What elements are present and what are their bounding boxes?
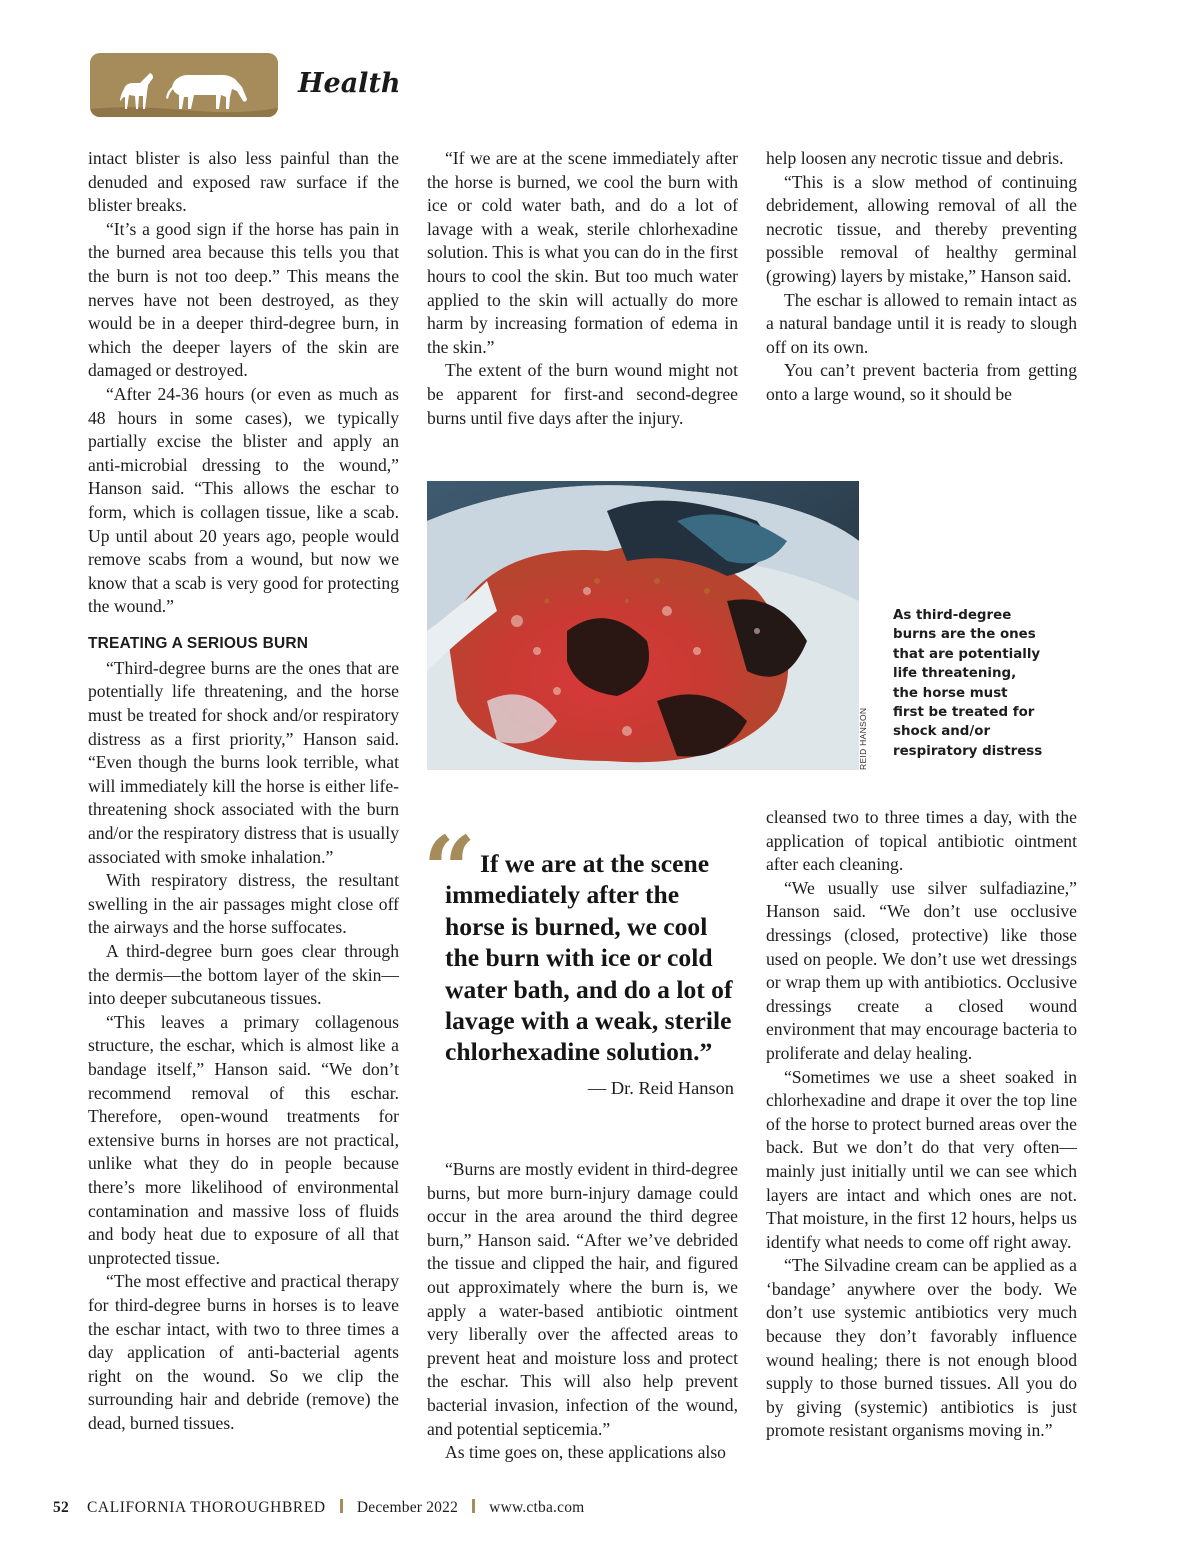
- pull-quote-attribution: — Dr. Reid Hanson: [587, 1078, 734, 1098]
- paragraph: “The Silvadine cream can be applied as a ‘bandage’ anywhere over the body. We don’t use systemic antibiotics very much because they don’t favorably influence wound healing; there is not enough blood supply to those burned tissues. All you do by giving (systemic) antibiotics is just promote resistant organisms moving in.”: [766, 1255, 1077, 1441]
- paragraph: “Sometimes we use a sheet soaked in chlorhexadine and drape it over the top line of the horse to protect burned areas over the back. But we don’t do that very often—mainly just initially until we can see which layers are intact and which ones are not. That moisture, in the first 12 hours, helps us identify what needs to come off right away.: [766, 1066, 1077, 1252]
- issue-date: December 2022: [356, 1499, 459, 1516]
- photo-credit: REID HANSON: [858, 707, 868, 770]
- paragraph: intact blister is also less painful than the denuded and exposed raw surface if the blister breaks.: [88, 148, 399, 216]
- paragraph: With respiratory distress, the resultant swelling in the air passages might close off the airways and the horse suffocates.: [88, 870, 399, 938]
- article-column-2-bottom: [427, 1158, 738, 1465]
- section-title: Health: [298, 68, 401, 99]
- burn-wound-photo: [427, 481, 859, 770]
- website-link[interactable]: www.ctba.com: [489, 1499, 585, 1516]
- paragraph: cleansed two to three times a day, with the application of topical antibiotic ointment after each cleaning.: [766, 807, 1077, 875]
- article-column-1: [88, 147, 399, 1435]
- paragraph: “This leaves a primary collagenous structure, the eschar, which is almost like a bandage itself,” Hanson said. “We don’t recommend removal of this eschar. Therefore, open-wound treatments for extensive burns in horses are not practical, unlike what they do in people because there’s more likelihood of environmental contamination and massive loss of fluids and body heat due to exposure of all that unprotected tissue.: [88, 1011, 399, 1268]
- footer-divider: [472, 1499, 475, 1513]
- paragraph: “This is a slow method of continuing debridement, allowing removal of all the necrotic tissue, and thereby preventing possible removal of healthy germinal (growing) layers by mistake,” Hanson said.: [766, 171, 1077, 286]
- article-column-3-bottom: [766, 806, 1077, 1443]
- paragraph: A third-degree burn goes clear through the dermis—the bottom layer of the skin—into deeper subcutaneous tissues.: [88, 941, 399, 1009]
- paragraph: “We usually use silver sulfadiazine,” Hanson said. “We don’t use occlusive dressings (closed, protective) like those used on people. We don’t use wet dressings or wrap them up with antibiotics. Occlusive dressings create a closed wound environment that may encourage bacteria to proliferate and delay healing.: [766, 877, 1077, 1063]
- article-column-2-top: [427, 147, 738, 430]
- footer-divider: [340, 1499, 343, 1513]
- paragraph: “If we are at the scene immediately after the horse is burned, we cool the burn with ice or cold water bath, and do a lot of lavage with a weak, sterile chlorhexadine solution. This is what you can do in the first hours to cool the skin. But too much water applied to the skin will actually do more harm by increasing formation of edema in the skin.”: [427, 148, 738, 357]
- paragraph: You can’t prevent bacteria from getting onto a large wound, so it should be: [766, 360, 1077, 404]
- pull-quote-text: If we are at the scene immediately after the horse is burned, we cool the burn with ice or cold water bath, and do a lot of lavage with a weak, sterile chlorhexadine solution.”: [445, 849, 733, 1067]
- paragraph: The eschar is allowed to remain intact as a natural bandage until it is ready to slough off on its own.: [766, 289, 1077, 357]
- horses-logo-icon: [90, 53, 278, 117]
- paragraph: help loosen any necrotic tissue and debris.: [766, 148, 1064, 168]
- magazine-name: CALIFORNIA THOROUGHBRED: [86, 1499, 326, 1516]
- page-number: 52: [53, 1499, 69, 1516]
- quote-mark-icon: “: [423, 816, 476, 924]
- photo-caption: As third-degree burns are the ones that are potentially life threatening, the horse must first be treated for shock and/or respiratory distress: [893, 608, 1043, 759]
- paragraph: “It’s a good sign if the horse has pain in the burned area because this tells you that the burn is not too deep.” This means the nerves have not been destroyed, as they would be in a deeper third-degree burn, in which the deeper layers of the skin are damaged or destroyed.: [88, 218, 399, 381]
- paragraph: “After 24-36 hours (or even as much as 48 hours in some cases), we typically partially excise the blister and apply an anti-microbial dressing to the wound,” Hanson said. “This allows the eschar to form, which is collagen tissue, like a scab. Up until about 20 years ago, people would remove scabs from a wound, but now we know that a scab is very good for protecting the wound.”: [88, 383, 399, 617]
- paragraph: The extent of the burn wound might not be apparent for first-and second-degree burns until five days after the injury.: [427, 360, 738, 428]
- page-footer: [53, 1499, 584, 1517]
- subheading: TREATING A SERIOUS BURN: [88, 634, 309, 652]
- article-column-3-top: [766, 147, 1077, 407]
- paragraph: “Burns are mostly evident in third-degree burns, but more burn-injury damage could occur in the area around the third degree burn,” Hanson said. “After we’ve debrided the tissue and clipped the hair, and figured out approximately where the burn is, we apply a water-based antibiotic ointment very liberally over the affected areas to prevent heat and moisture loss and protect the eschar. This will also help prevent bacterial invasion, infection of the wound, and potential septicemia.”: [427, 1159, 738, 1439]
- paragraph: “Third-degree burns are the ones that are potentially life threatening, and the horse must be treated for shock and/or respiratory distress as a first priority,” Hanson said. “Even though the burns look terrible, what will immediately kill the horse is either life-threatening shock associated with the burn and/or the respiratory distress that is usually associated with smoke inhalation.”: [88, 657, 399, 867]
- paragraph: As time goes on, these applications also: [445, 1442, 726, 1463]
- paragraph: “The most effective and practical therapy for third-degree burns in horses is to leave the eschar intact, with two to three times a day application of anti-bacterial agents right on the wound. So we clip the surrounding hair and debride (remove) the dead, burned tissues.: [88, 1271, 399, 1433]
